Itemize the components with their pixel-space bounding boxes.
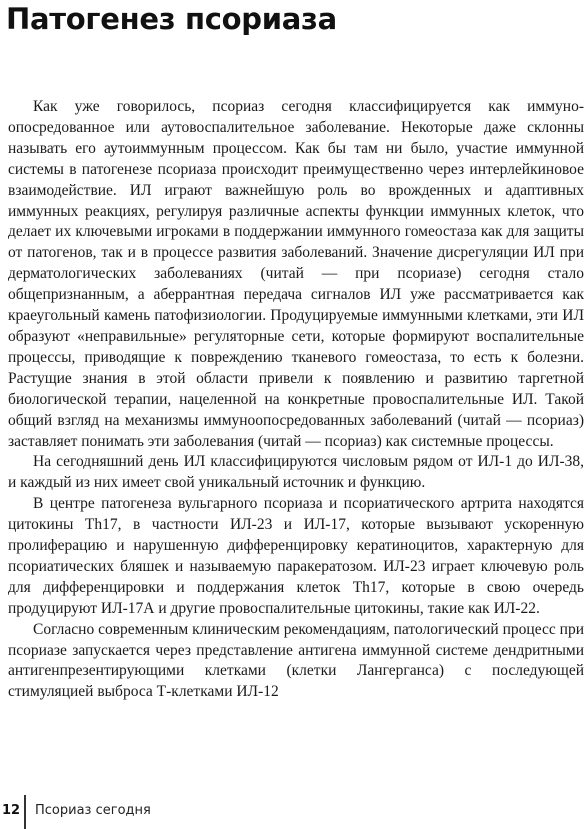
footer-divider (24, 795, 26, 829)
body-text (8, 97, 584, 703)
paragraph-classification: На сегодняшний день ИЛ классифицируются числовым рядом от ИЛ-1 до ИЛ-38, и каждый из них имеет свой уникальный источник и функцию. (8, 453, 584, 492)
page-footer (0, 795, 588, 829)
paragraph-intro: Как уже говорилось, псориаз сегодня классифицируется как иммуноопосредованное или аутовоспалительное заболевание. Некоторые даже склонны называть его аутоиммунным процессом. Как бы там ни было, участие иммунной системы в патогенезе псориаза происходит преимущественно через интерлейкиновое взаимодействие. ИЛ играют важнейшую роль во врожденных и адаптивных иммунных реакциях, регулируя различные аспекты функции иммунных клеток, что делает их ключевыми игроками в поддержании иммунного гомеостаза как для защиты от патогенов, так и в процессе развития заболеваний. Значение дисрегуляции ИЛ при дерматологических заболеваниях (читай — при псориазе) сегодня стало общепризнанным, а аберрантная передача сигналов ИЛ уже рассматривается как краеугольный камень патофизиологии. Продуцируемые иммунными клетками, эти ИЛ образуют «неправильные» регуляторные сети, которые формируют воспалительные процессы, приводящие к повреждению тканевого гомеостаза, то есть к болезни. Растущие знания в этой области привели к появлению и развитию таргетной биологической терапии, нацеленной на конкретные провоспалительные ИЛ. Такой общий взгляд на механизмы иммуноопосредованных заболеваний (читай — псориаз) заставляет понимать эти заболевания (читай — псориаз) как системные процессы. (8, 98, 584, 450)
page-number: 12 (2, 803, 21, 818)
page-title: Патогенез псориаза (6, 2, 337, 36)
paragraph-th17: В центре патогенеза вульгарного псориаза и псориатического артрита находятся цитокины Th17, в частности ИЛ-23 и ИЛ-17, которые вызывают ускоренную пролиферацию и нарушенную дифференцировку кератиноцитов, характерную для псориатических бляшек и называемую паракератозом. ИЛ-23 играет ключевую роль для дифференцировки и поддержания клеток Th17, которые в свою очередь продуцируют ИЛ-17А и другие провоспалительные цитокины, такие как ИЛ-22. (8, 495, 584, 617)
running-title: Псориаз сегодня (35, 803, 151, 818)
paragraph-guidelines: Согласно современным клиническим рекомендациям, патологический процесс при псориазе запускается через представление антигена иммунной системе дендритными антигенпрезентирующими клетками (клетки Лангерганса) с последующей стимуляцией выброса Т-клетками ИЛ-12 (8, 620, 584, 701)
